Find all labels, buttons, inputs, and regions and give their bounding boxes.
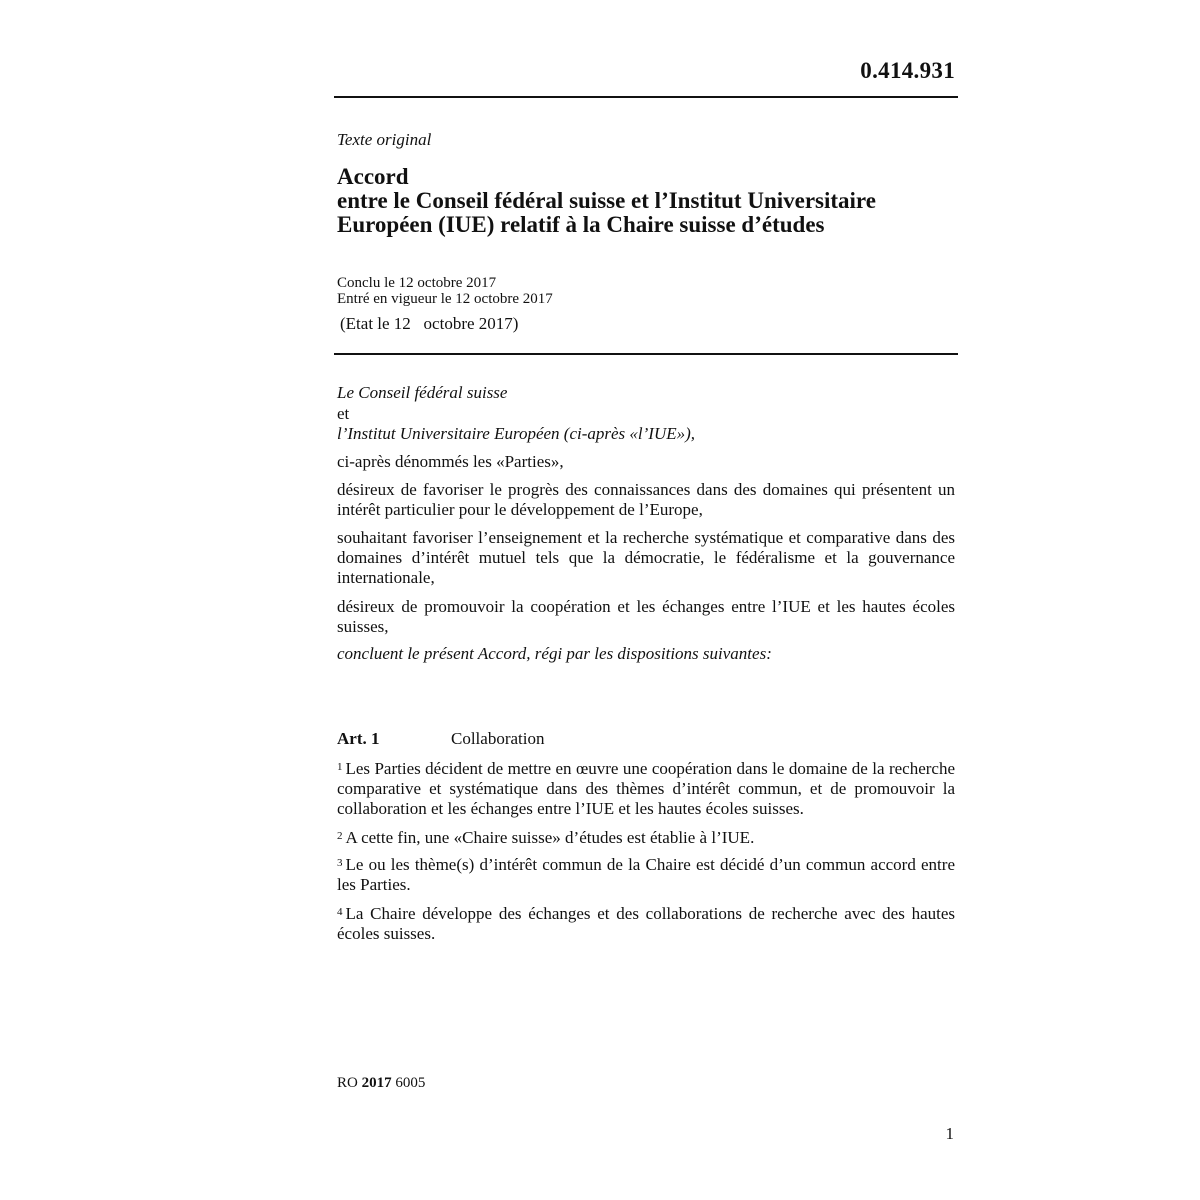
entry-into-force-date: Entré en vigueur le 12 octobre 2017 <box>337 291 553 307</box>
ro-year: 2017 <box>361 1075 392 1091</box>
page-number: 1 <box>945 1124 954 1143</box>
paragraph-number: 4 <box>337 906 343 918</box>
document-title <box>337 165 957 237</box>
paragraph-text: La Chaire développe des échanges et des collaborations de recherche avec des hautes écoles suisses. <box>337 904 955 943</box>
considerant-2: souhaitant favoriser l’enseignement et la recherche systématique et comparative dans des domaines d’intérêt mutuel tels que la démocratie, le fédéralisme et la gouvernance internationale, <box>337 528 955 587</box>
paragraph-text: A cette fin, une «Chaire suisse» d’études est établie à l’IUE. <box>345 828 755 847</box>
article-1-paragraph-3 <box>337 853 955 895</box>
sr-number: 0.414.931 <box>860 58 955 83</box>
paragraph-number: 2 <box>337 830 343 842</box>
paragraph-number: 1 <box>337 761 343 773</box>
article-1-paragraph-1 <box>337 757 955 819</box>
article-1-heading <box>337 729 544 749</box>
header-rule <box>334 96 958 98</box>
preamble-conclusion: concluent le présent Accord, régi par les dispositions suivantes: <box>337 644 772 663</box>
article-number: Art. 1 <box>337 729 380 748</box>
paragraph-text: Les Parties décident de mettre en œuvre une coopération dans le domaine de la recherche comparative et systématique dans des thèmes d’intérêt commun, et de promouvoir la collaboration et les échanges entre l’IUE et les hautes écoles suisses. <box>337 759 955 818</box>
parties-definition: ci-après dénommés les «Parties», <box>337 452 564 471</box>
ro-reference <box>337 1075 425 1092</box>
party-1: Le Conseil fédéral suisse <box>337 383 508 402</box>
ro-page: 6005 <box>395 1075 426 1091</box>
conjunction-et: et <box>337 404 350 423</box>
texte-original-label: Texte original <box>337 130 432 149</box>
section-rule <box>334 353 958 355</box>
dates-block <box>337 275 553 307</box>
considerant-3: désireux de promouvoir la coopération et les échanges entre l’IUE et les hautes écoles suisses, <box>337 597 955 636</box>
etat-date: (Etat le 12 octobre 2017) <box>340 314 519 333</box>
title-line-1: Accord <box>337 164 409 189</box>
ro-prefix: RO <box>337 1075 358 1091</box>
paragraph-text: Le ou les thème(s) d’intérêt commun de la Chaire est décidé d’un commun accord entre les Parties. <box>337 855 955 894</box>
article-1-paragraph-4 <box>337 902 955 944</box>
party-2: l’Institut Universitaire Européen (ci-après «l’IUE»), <box>337 424 696 443</box>
paragraph-number: 3 <box>337 857 343 869</box>
conclu-date: Conclu le 12 octobre 2017 <box>337 275 497 291</box>
title-line-2: entre le Conseil fédéral suisse et l’Institut Universitaire <box>337 188 876 213</box>
article-title: Collaboration <box>451 729 545 748</box>
considerant-1: désireux de favoriser le progrès des connaissances dans des domaines qui présentent un intérêt particulier pour le développement de l’Europe, <box>337 480 955 519</box>
title-line-3: Européen (IUE) relatif à la Chaire suisse d’études <box>337 212 825 237</box>
article-1-paragraph-2 <box>337 826 955 848</box>
